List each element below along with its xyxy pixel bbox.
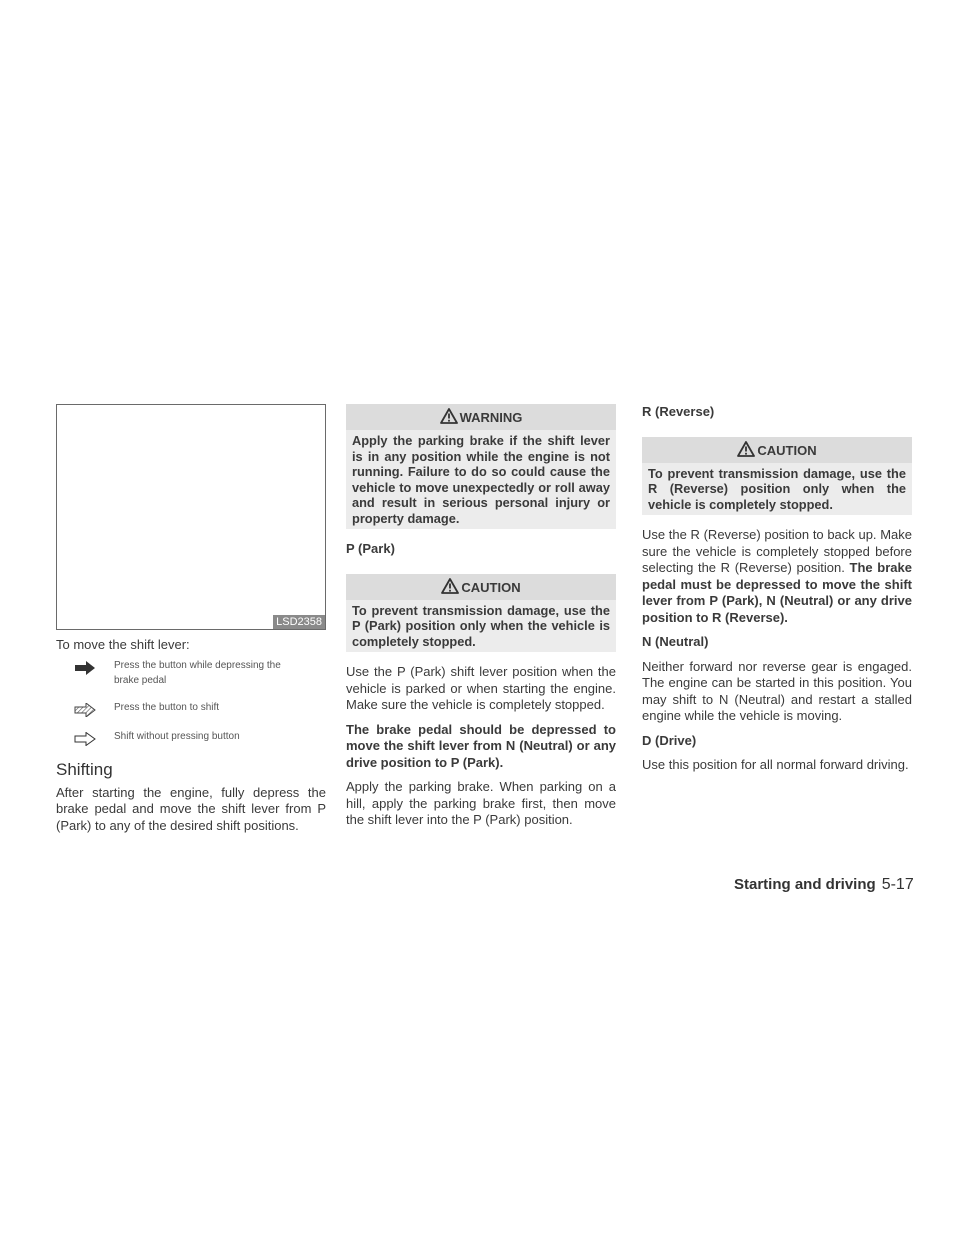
figure-code: LSD2358 (273, 615, 325, 629)
park-heading: P (Park) (346, 541, 395, 556)
shifting-body: After starting the engine, fully depress the brake pedal and move the shift lever from P (Park) to any of the desired shift positions. (56, 784, 326, 833)
warning-body: Apply the parking brake if the shift lever is in any position while the engine is not running. Failure to do so could cause the vehicle to move unexpectedly or roll away and result in serious personal injury or property damage. (346, 430, 616, 529)
page-number: 5-17 (881, 876, 914, 893)
drive-body: Use this position for all normal forward driving. (642, 757, 909, 772)
park-paragraph-2: The brake pedal should be depressed to move the shift lever from N (Neutral) or any drive position to P (Park). (346, 721, 616, 770)
reverse-heading: R (Reverse) (642, 404, 715, 419)
page-footer (734, 876, 914, 894)
caution-header (346, 574, 616, 600)
neutral-heading: N (Neutral) (642, 634, 709, 649)
drive-heading: D (Drive) (642, 732, 697, 748)
right-column (642, 404, 912, 774)
shift-lever-figure (56, 404, 326, 630)
left-column (56, 404, 326, 834)
warning-box (346, 404, 616, 529)
park-paragraph-3: Apply the parking brake. When parking on a hill, apply the parking brake first, then move the shift lever into the P (Park) position. (346, 779, 616, 827)
legend (56, 658, 326, 746)
caution-icon (737, 441, 755, 460)
reverse-text: Use the R (Reverse) position to back up. Make sure the vehicle is completely stopped before selecting the R (Reverse) position. (642, 527, 912, 575)
caution-header (642, 437, 912, 463)
legend-text: Press the button while depressing the brake pedal (114, 659, 281, 686)
hatched-arrow-icon (56, 700, 114, 717)
legend-text: Press the button to shift (114, 701, 220, 713)
legend-item (56, 729, 326, 746)
warning-header (346, 404, 616, 430)
shifting-heading: Shifting (56, 759, 113, 779)
caution-title: CAUTION (461, 579, 521, 595)
middle-column (346, 404, 616, 829)
reverse-paragraph (642, 527, 912, 626)
reverse-caution-box (642, 437, 912, 516)
caution-body: To prevent transmission damage, use the R (Reverse) position only when the vehicle is completely stopped. (642, 463, 912, 516)
footer-section: Starting and driving (734, 876, 876, 893)
park-paragraph-1: Use the P (Park) shift lever position when the vehicle is parked or when starting the engine. Make sure the vehicle is completely stopped. (346, 664, 616, 712)
intro-text: To move the shift lever: (56, 637, 190, 652)
park-caution-box (346, 574, 616, 653)
neutral-body: Neither forward nor reverse gear is engaged. The engine can be started in this position. You may shift to N (Neutral) and restart a stalled engine while the vehicle is moving. (642, 658, 912, 723)
warning-icon (440, 408, 458, 427)
outline-arrow-icon (56, 729, 114, 746)
legend-text: Shift without pressing button (114, 730, 240, 742)
legend-item (56, 700, 326, 717)
reverse-bold-text: The brake pedal must be depressed to move the shift lever from P (Park), N (Neutral) or any drive position to R (Reverse). (642, 560, 912, 625)
caution-title: CAUTION (757, 442, 817, 458)
caution-icon (441, 578, 459, 597)
caution-body: To prevent transmission damage, use the P (Park) position only when the vehicle is completely stopped. (346, 600, 616, 653)
legend-item (56, 658, 326, 688)
solid-arrow-icon (56, 658, 114, 675)
warning-title: WARNING (459, 410, 523, 425)
